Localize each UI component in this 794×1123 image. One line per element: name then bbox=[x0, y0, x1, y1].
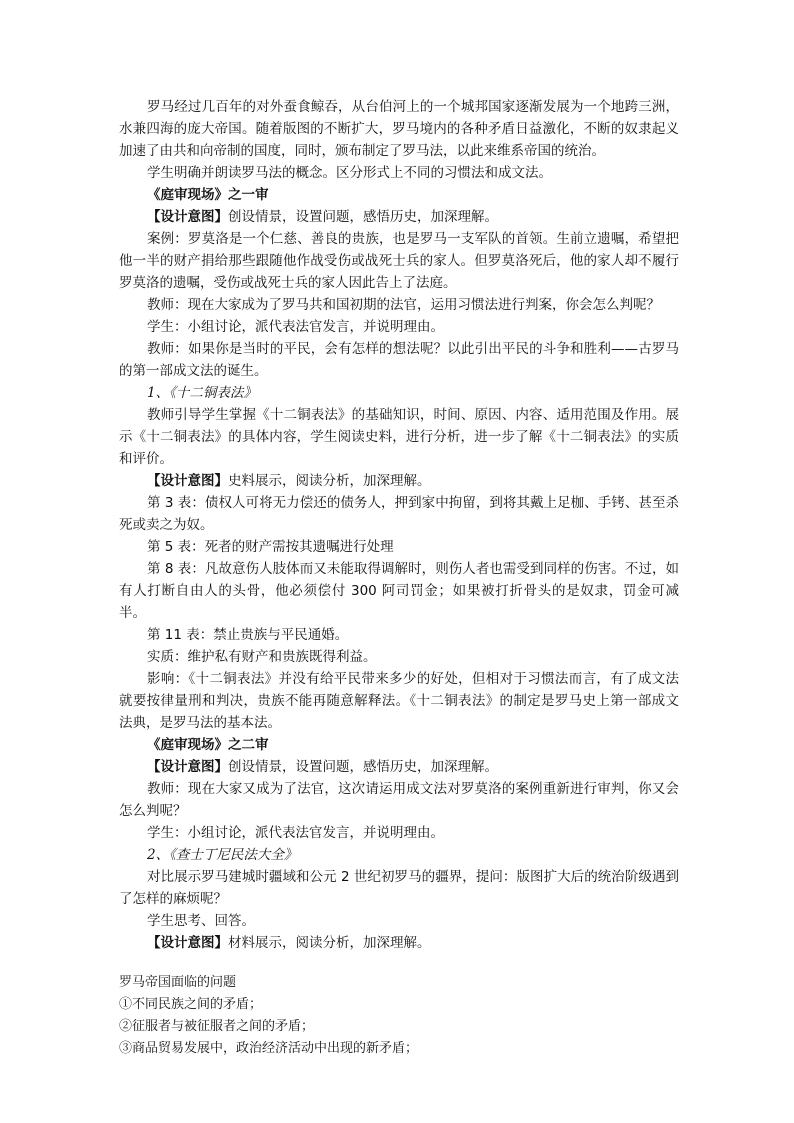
design-intent-1 bbox=[119, 206, 679, 228]
student-response-2: 学生：小组讨论，派代表法官发言，并说明理由。 bbox=[147, 825, 444, 841]
design-intent-text: 创设情景，设置问题，感悟历史，加深理解。 bbox=[228, 759, 498, 775]
teacher-question-3: 教师：现在大家又成为了法官，这次请运用成文法对罗莫洛的案例重新进行审判，你又会怎么判呢？ bbox=[119, 781, 679, 819]
spacer bbox=[119, 954, 679, 972]
section-heading-second-trial: 《庭审现场》之二审 bbox=[147, 737, 269, 753]
essence-paragraph: 实质：维护私有财产和贵族既得利益。 bbox=[147, 649, 377, 665]
student-response-1: 学生：小组讨论，派代表法官发言，并说明理由。 bbox=[147, 319, 444, 335]
subheading-twelve-tables: 1、《十二铜表法》 bbox=[147, 385, 257, 401]
design-intent-label: 【设计意图】 bbox=[147, 935, 228, 951]
subheading-justinian-code: 2、《查士丁尼民法大全》 bbox=[147, 847, 298, 863]
twelve-tables-intro: 教师引导学生掌握《十二铜表法》的基础知识，时间、原因、内容、适用范围及作用。展示《十二铜表法》的具体内容，学生阅读史料，进行分析，进一步了解《十二铜表法》的实质和评价。 bbox=[119, 407, 679, 467]
territory-comparison: 对比展示罗马建城时疆域和公元 2 世纪初罗马的疆界，提问：版图扩大后的统治阶级遇到了怎样的麻烦呢？ bbox=[119, 869, 679, 907]
table-11: 第 11 表：禁止贵族与平民通婚。 bbox=[147, 627, 349, 643]
design-intent-text: 材料展示，阅读分析，加深理解。 bbox=[228, 935, 431, 951]
teacher-question-2: 教师：如果你是当时的平民，会有怎样的想法呢？以此引出平民的斗争和胜利——古罗马的第一部成文法的诞生。 bbox=[119, 341, 679, 379]
design-intent-3 bbox=[119, 756, 679, 778]
design-intent-4 bbox=[119, 932, 679, 954]
case-paragraph: 案例：罗莫洛是一个仁慈、善良的贵族，也是罗马一支军队的首领。生前立遗嘱，希望把他一半的财产捐给那些跟随他作战受伤或战死士兵的家人。但罗莫洛死后，他的家人却不履行罗莫洛的遗嘱，受伤或战死士兵的家人因此告上了法庭。 bbox=[119, 231, 679, 291]
design-intent-label: 【设计意图】 bbox=[147, 209, 228, 225]
table-8: 第 8 表：凡故意伤人肢体而又未能取得调解时，则伤人者也需受到同样的伤害。不过，如有人打断自由人的头骨，他必须偿付 300 阿司罚金；如果被打折骨头的是奴隶，罚金可减半。 bbox=[119, 561, 679, 621]
intro-paragraph: 罗马经过几百年的对外蚕食鲸吞，从台伯河上的一个城邦国家逐渐发展为一个地跨三洲，水兼四海的庞大帝国。随着版图的不断扩大，罗马境内的各种矛盾日益激化，不断的奴隶起义加速了由共和向帝制的国度，同时，颁布制定了罗马法，以此来维系帝国的统治。 bbox=[119, 99, 679, 159]
student-response-3: 学生思考、回答。 bbox=[147, 913, 255, 929]
design-intent-2 bbox=[119, 470, 679, 492]
problem-item-2: ②征服者与被征服者之间的矛盾； bbox=[119, 1019, 315, 1034]
design-intent-label: 【设计意图】 bbox=[147, 759, 228, 775]
design-intent-label: 【设计意图】 bbox=[147, 473, 228, 489]
teacher-question-1: 教师：现在大家成为了罗马共和国初期的法官，运用习惯法进行判案，你会怎么判呢？ bbox=[147, 297, 660, 313]
concept-paragraph: 学生明确并朗读罗马法的概念。区分形式上不同的习惯法和成文法。 bbox=[147, 165, 552, 181]
design-intent-text: 创设情景，设置问题，感悟历史，加深理解。 bbox=[228, 209, 498, 225]
problems-title: 罗马帝国面临的问题 bbox=[119, 975, 237, 990]
table-5: 第 5 表：死者的财产需按其遗嘱进行处理 bbox=[147, 539, 394, 555]
design-intent-text: 史料展示，阅读分析，加深理解。 bbox=[228, 473, 431, 489]
impact-paragraph: 影响：《十二铜表法》并没有给平民带来多少的好处，但相对于习惯法而言，有了成文法就要按律量刑和判决，贵族不能再随意解释法。《十二铜表法》的制定是罗马史上第一部成文法典，是罗马法的基本法。 bbox=[119, 671, 679, 731]
document-page bbox=[119, 96, 679, 1060]
problem-item-3: ③商品贸易发展中，政治经济活动中出现的新矛盾； bbox=[119, 1041, 419, 1056]
problem-item-1: ①不同民族之间的矛盾； bbox=[119, 997, 263, 1012]
section-heading-first-trial: 《庭审现场》之一审 bbox=[147, 187, 269, 203]
table-3: 第 3 表：债权人可将无力偿还的债务人，押到家中拘留，到将其戴上足枷、手铐、甚至杀死或卖之为奴。 bbox=[119, 495, 679, 533]
